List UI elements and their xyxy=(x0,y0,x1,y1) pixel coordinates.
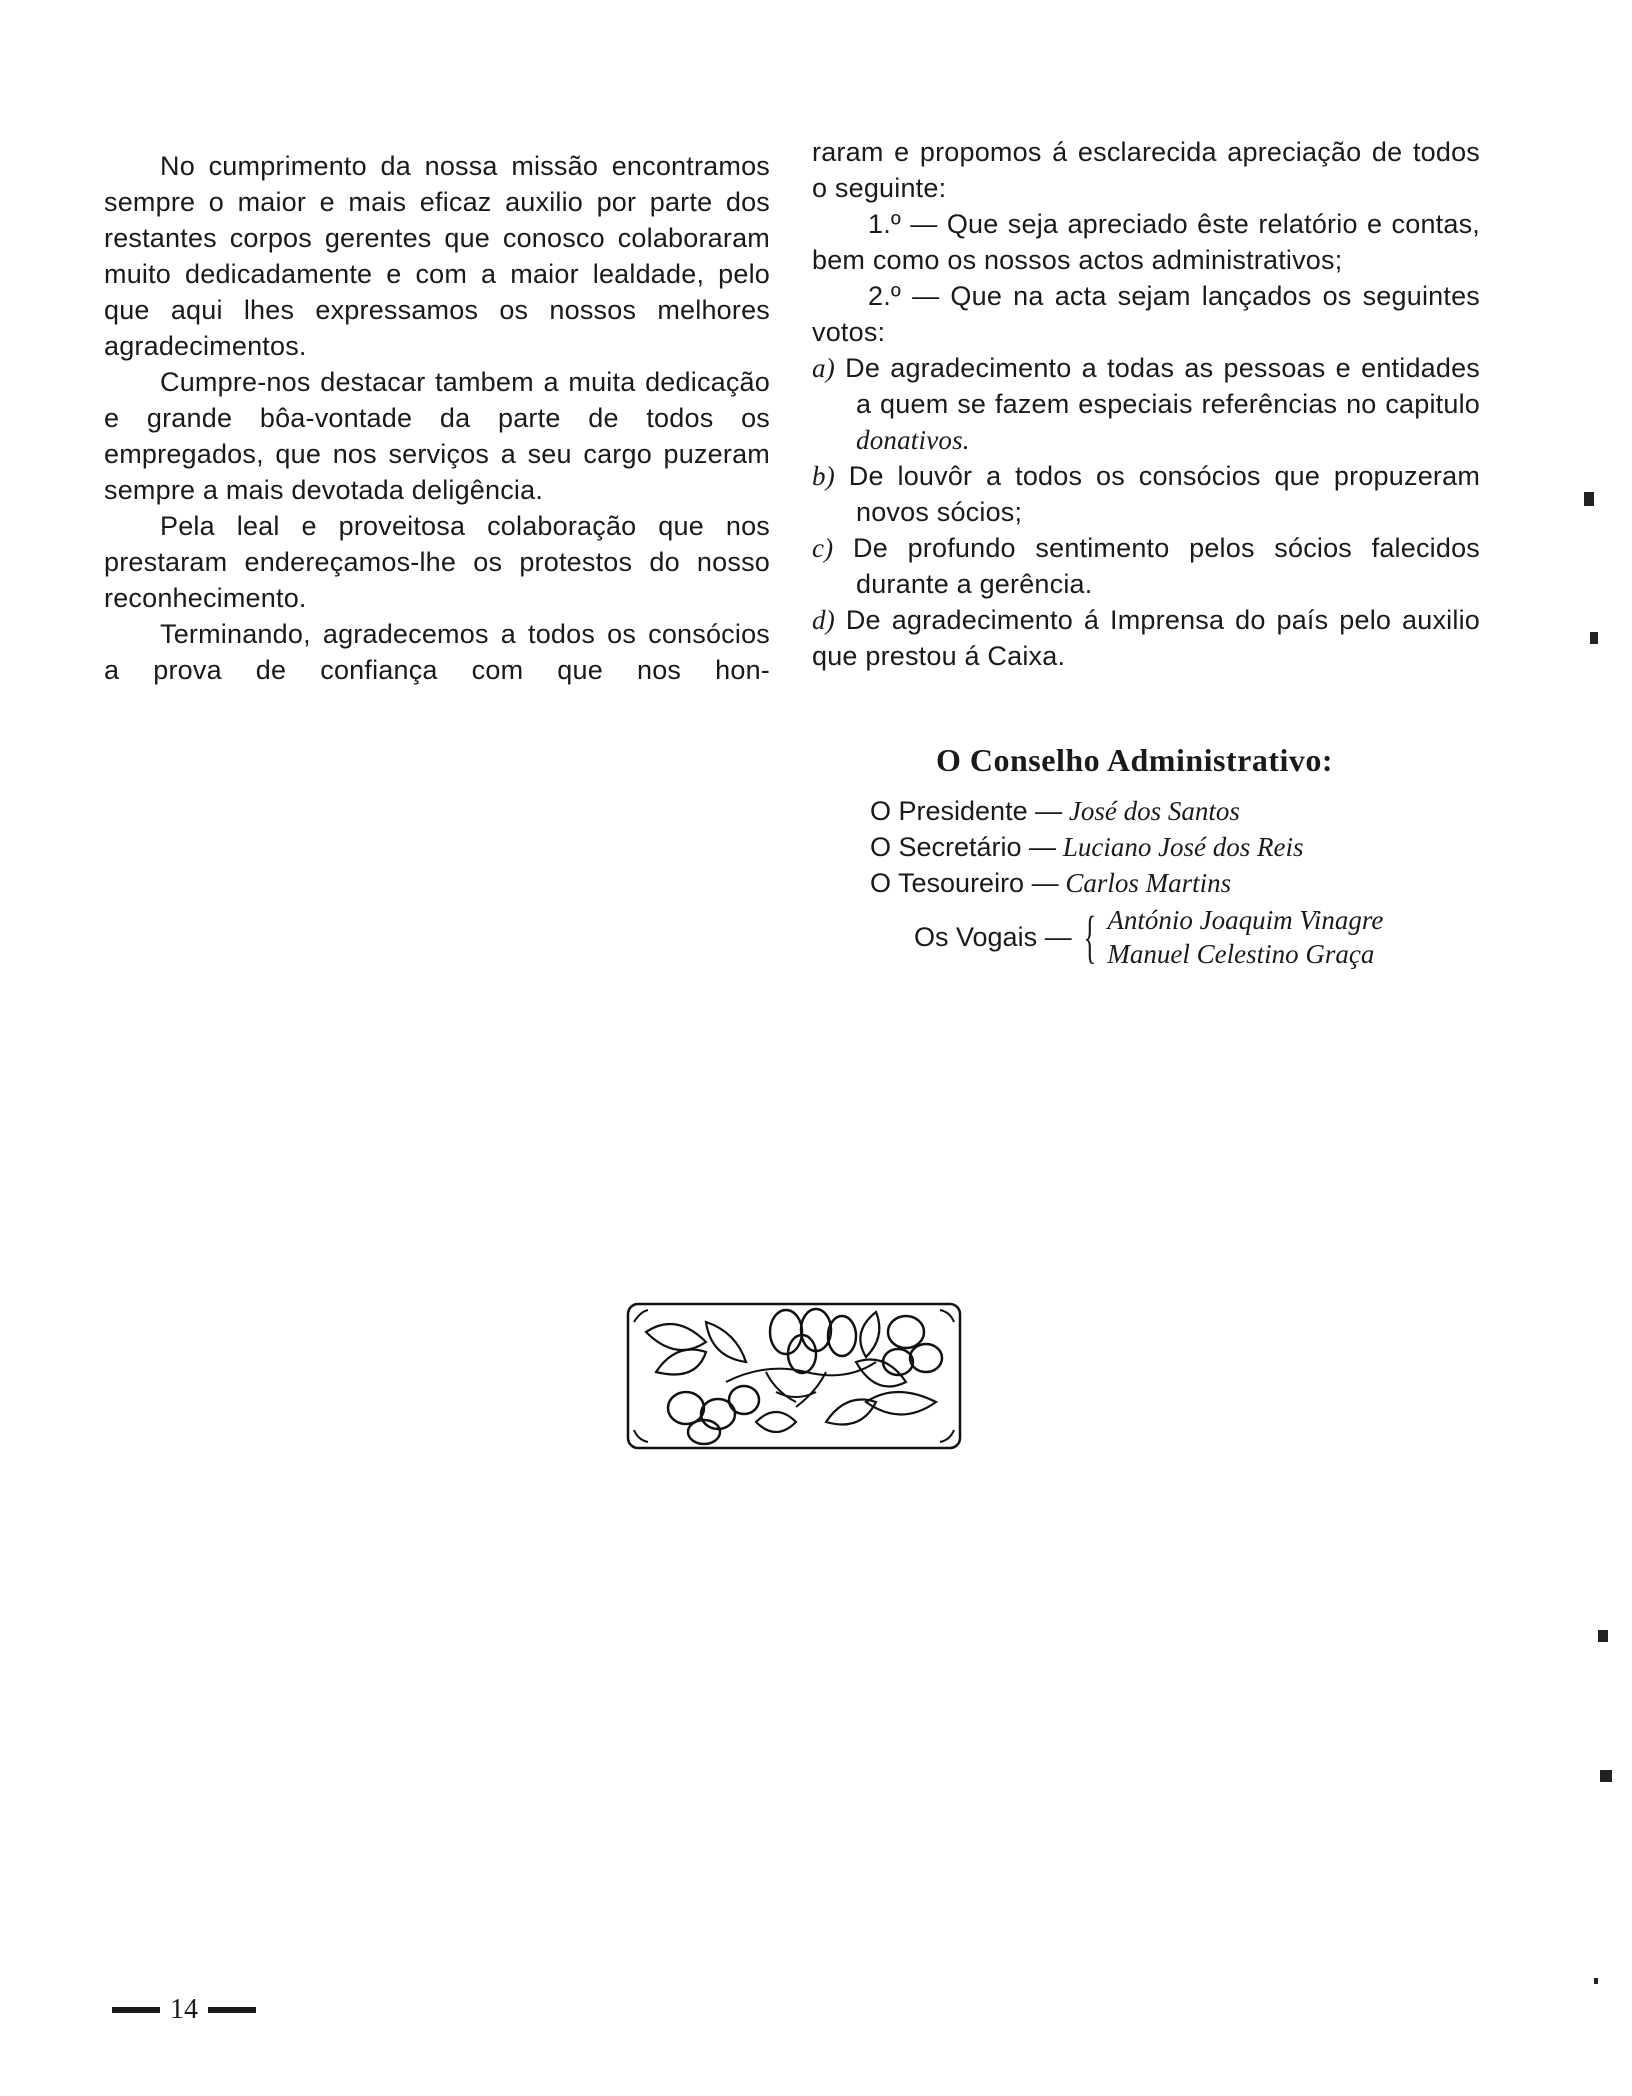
vogais-label: Os Vogais — xyxy=(914,921,1072,952)
vogais-names xyxy=(1107,903,1383,971)
list-item xyxy=(812,602,1480,674)
item-letter: d) xyxy=(812,605,835,635)
list-item xyxy=(812,530,1480,602)
item-text: De profundo sentimento pelos sócios falecidos durante a gerência. xyxy=(853,533,1481,599)
paragraph: No cumprimento da nossa missão encontramos sempre o maior e mais eficaz auxilio por parte dos restantes corpos gerentes que conosco colaboraram muito dedicadamente e com a maior lealdade, pelo que aqui lhes expressamos os nossos melhores agradecimentos. xyxy=(104,151,770,361)
scan-speck xyxy=(1600,1770,1612,1782)
council-member xyxy=(870,793,1490,829)
scan-speck xyxy=(1594,1978,1598,1984)
list-item xyxy=(812,458,1480,530)
paragraph: Terminando, agradecemos a todos os consócios a prova de confiança com que nos hon- xyxy=(104,619,770,685)
page-number-text: 14 xyxy=(170,1994,198,2025)
item-text: De agradecimento a todas as pessoas e entidades a quem se fazem especiais referências no capitulo xyxy=(845,353,1481,419)
member-name: Carlos Martins xyxy=(1065,868,1232,898)
numbered-point: 1.º — Que seja apreciado êste relatório e contas, bem como os nossos actos administrativos; xyxy=(812,209,1480,275)
page-number xyxy=(112,1994,256,2026)
floral-ornament-icon xyxy=(626,1302,962,1450)
member-name: António Joaquim Vinagre xyxy=(1107,905,1384,935)
brace-icon: { xyxy=(1083,904,1096,969)
member-name: Manuel Celestino Graça xyxy=(1107,939,1375,969)
member-role: O Secretário — xyxy=(870,832,1057,862)
scan-speck xyxy=(1598,1630,1608,1642)
item-text: De agradecimento á Imprensa do país pelo auxilio que prestou á Caixa. xyxy=(812,605,1480,671)
item-letter: b) xyxy=(812,461,835,491)
list-item xyxy=(812,350,1480,458)
item-text: De louvôr a todos os consócios que propuzeram novos sócios; xyxy=(848,461,1481,527)
item-letter: a) xyxy=(812,353,835,383)
council-member xyxy=(870,829,1490,865)
paragraph: raram e propomos á esclarecida apreciação de todos o seguinte: xyxy=(812,137,1480,203)
item-emphasis: donativos. xyxy=(856,425,970,455)
rule-left xyxy=(112,2007,160,2013)
scan-speck xyxy=(1584,492,1594,506)
council-title: O Conselho Administrativo: xyxy=(936,742,1334,778)
member-name: José dos Santos xyxy=(1068,796,1240,826)
paragraph: Pela leal e proveitosa colaboração que nos prestaram endereçamos-lhe os protestos do nosso reconhecimento. xyxy=(104,511,770,613)
item-letter: c) xyxy=(812,533,834,563)
member-role: O Tesoureiro — xyxy=(870,868,1059,898)
council-member xyxy=(870,865,1490,901)
numbered-point: 2.º — Que na acta sejam lançados os seguintes votos: xyxy=(812,281,1480,347)
left-column xyxy=(104,148,770,688)
member-name: Luciano José dos Reis xyxy=(1062,832,1304,862)
rule-right xyxy=(208,2007,256,2013)
paragraph: Cumpre-nos destacar tambem a muita dedicação e grande bôa-vontade da parte de todos os empregados, que nos serviços a seu cargo puzeram sempre a mais devotada deligência. xyxy=(104,367,770,505)
scan-speck xyxy=(1590,632,1598,644)
member-role: O Presidente — xyxy=(870,796,1063,826)
council-signatures xyxy=(870,742,1490,971)
right-column xyxy=(812,134,1480,674)
vogais-group xyxy=(914,903,1490,971)
